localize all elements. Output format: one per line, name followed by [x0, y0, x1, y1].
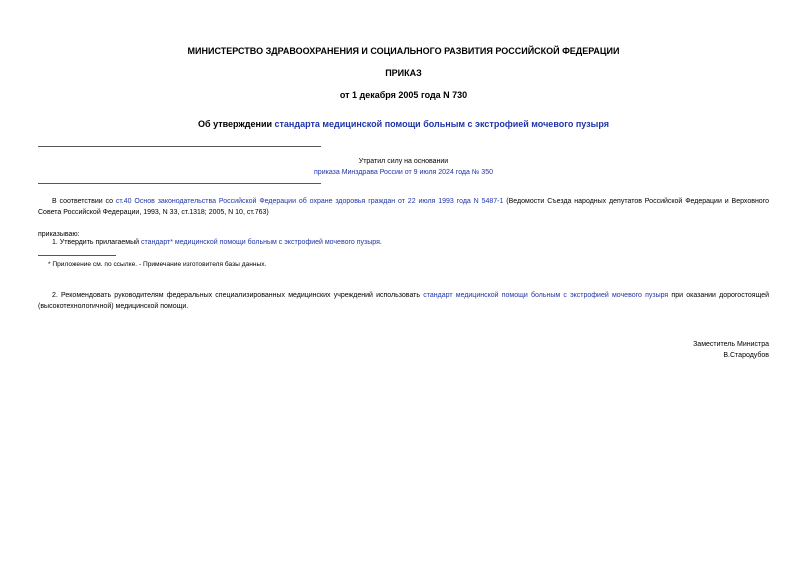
- lost-force-order-link[interactable]: приказа Минздрава России от 9 июля 2024 года № 350: [314, 169, 493, 176]
- item-2-paragraph: [38, 290, 769, 312]
- footnote-divider: [38, 255, 116, 256]
- order-word: приказываю:: [38, 231, 80, 238]
- title-standard-link[interactable]: стандарта медицинской помощи больным с экстрофией мочевого пузыря: [274, 119, 609, 129]
- lost-force-note: Утратил силу на основании: [358, 158, 449, 165]
- item-2-standard-link[interactable]: стандарт медицинской помощи больным с экстрофией мочевого пузыря: [423, 292, 669, 299]
- footnote: * Приложение см. по ссылке. - Примечание изготовителя базы данных.: [48, 261, 267, 268]
- item-1-suffix: .: [379, 239, 382, 246]
- item-1-standard-link[interactable]: стандарт* медицинской помощи больным с экстрофией мочевого пузыря: [140, 239, 380, 246]
- basis-law-link[interactable]: ст.40 Основ законодательства Российской Федерации об охране здоровья граждан от 22 июля 1993 года N 5487-1: [115, 198, 504, 205]
- document-type-heading: ПРИКАЗ: [385, 68, 422, 78]
- item-1-prefix: 1. Утвердить прилагаемый: [52, 239, 141, 246]
- status-divider-bottom: [38, 183, 321, 184]
- document-date-number: от 1 декабря 2005 года N 730: [339, 90, 468, 100]
- item-2-prefix: 2. Рекомендовать руководителям федеральных специализированных медицинских учреждений использовать: [52, 292, 424, 299]
- status-divider-top: [38, 146, 321, 147]
- title-prefix: Об утверждении: [198, 119, 275, 129]
- document-title: [0, 119, 807, 129]
- ministry-heading: МИНИСТЕРСТВО ЗДРАВООХРАНЕНИЯ И СОЦИАЛЬНОГО РАЗВИТИЯ РОССИЙСКОЙ ФЕДЕРАЦИИ: [187, 46, 620, 56]
- legal-basis-paragraph: [38, 196, 769, 218]
- signatory-name: В.Стародубов: [723, 352, 769, 359]
- basis-suffix: (Ведомости Съезда народных депутатов Российской Федерации и Верховного Совета Российской Федерации, 1993, N 33, ст.1318; 2005, N 10, ст.763): [38, 198, 769, 216]
- signatory-position: Заместитель Министра: [693, 341, 769, 348]
- item-2-suffix: при оказании дорогостоящей (высокотехнологичной) медицинской помощи.: [38, 292, 769, 310]
- item-1-paragraph: [38, 237, 769, 248]
- basis-prefix: В соответствии со: [52, 198, 116, 205]
- lost-force-order-line: [0, 169, 807, 176]
